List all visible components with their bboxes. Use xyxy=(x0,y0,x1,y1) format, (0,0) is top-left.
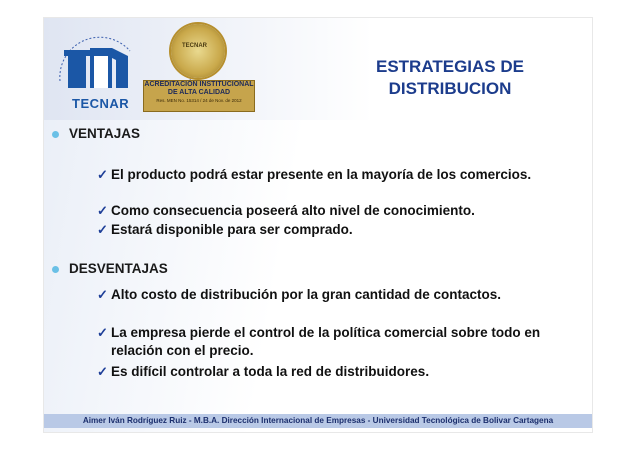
seal-line1: ACREDITACIÓN INSTITUCIONAL xyxy=(144,81,254,88)
tecnar-wordmark: TECNAR xyxy=(72,96,130,111)
tecnar-logo xyxy=(50,26,140,111)
tecnar-logo-icon xyxy=(50,26,140,96)
seal-line3: Res. MEN No. 15314 / 24 de Nov. de 2012 xyxy=(156,98,242,103)
slide: TECNAR TECNAR ACREDITACIÓN INSTITUCIONAL DE ALTA CALIDAD Res. MEN No. 15314 / 24 de Nov. de 2012 ESTRATEGIAS DE DISTRIBUCION VENTAJAS ✓ El producto podrá estar presente en la mayoría de los comercios. ✓ Como consecuencia poseerá alto nivel de conocimiento. ✓ Estará disponible para ser comprado. DESVENTAJAS ✓ Alto costo de distribución por la gran cantidad de contactos. ✓ La empresa pierde el control de la política comercial sobre todo en relación con el precio. ✓ Es difícil controlar a toda la red de distribuidores. Aimer Iván Rodríguez Ruiz - M.B.A. Dirección Internacional de Empresas - Universidad Tecnológica de Bolivar Cartagena xyxy=(44,18,592,432)
seal-banner xyxy=(143,80,255,112)
round-bullet-icon xyxy=(52,266,59,273)
checkmark-icon: ✓ xyxy=(97,203,108,218)
seal-medal-icon xyxy=(171,24,225,78)
title-line-2: DISTRIBUCION xyxy=(388,79,512,98)
slide-footer: Aimer Iván Rodríguez Ruiz - M.B.A. Dirección Internacional de Empresas - Universidad Tecnológica de Bolivar Cartagena xyxy=(44,414,592,428)
checkmark-icon: ✓ xyxy=(97,222,108,237)
checkmark-icon: ✓ xyxy=(97,167,108,182)
slide-title xyxy=(330,56,570,100)
checkmark-icon: ✓ xyxy=(97,325,108,340)
checkmark-icon: ✓ xyxy=(97,364,108,379)
accreditation-seal xyxy=(141,24,255,110)
seal-medal-text: TECNAR xyxy=(182,43,207,49)
checkmark-icon: ✓ xyxy=(97,287,108,302)
round-bullet-icon xyxy=(52,131,59,138)
seal-line2: DE ALTA CALIDAD xyxy=(167,89,231,96)
title-line-1: ESTRATEGIAS DE xyxy=(376,57,524,76)
